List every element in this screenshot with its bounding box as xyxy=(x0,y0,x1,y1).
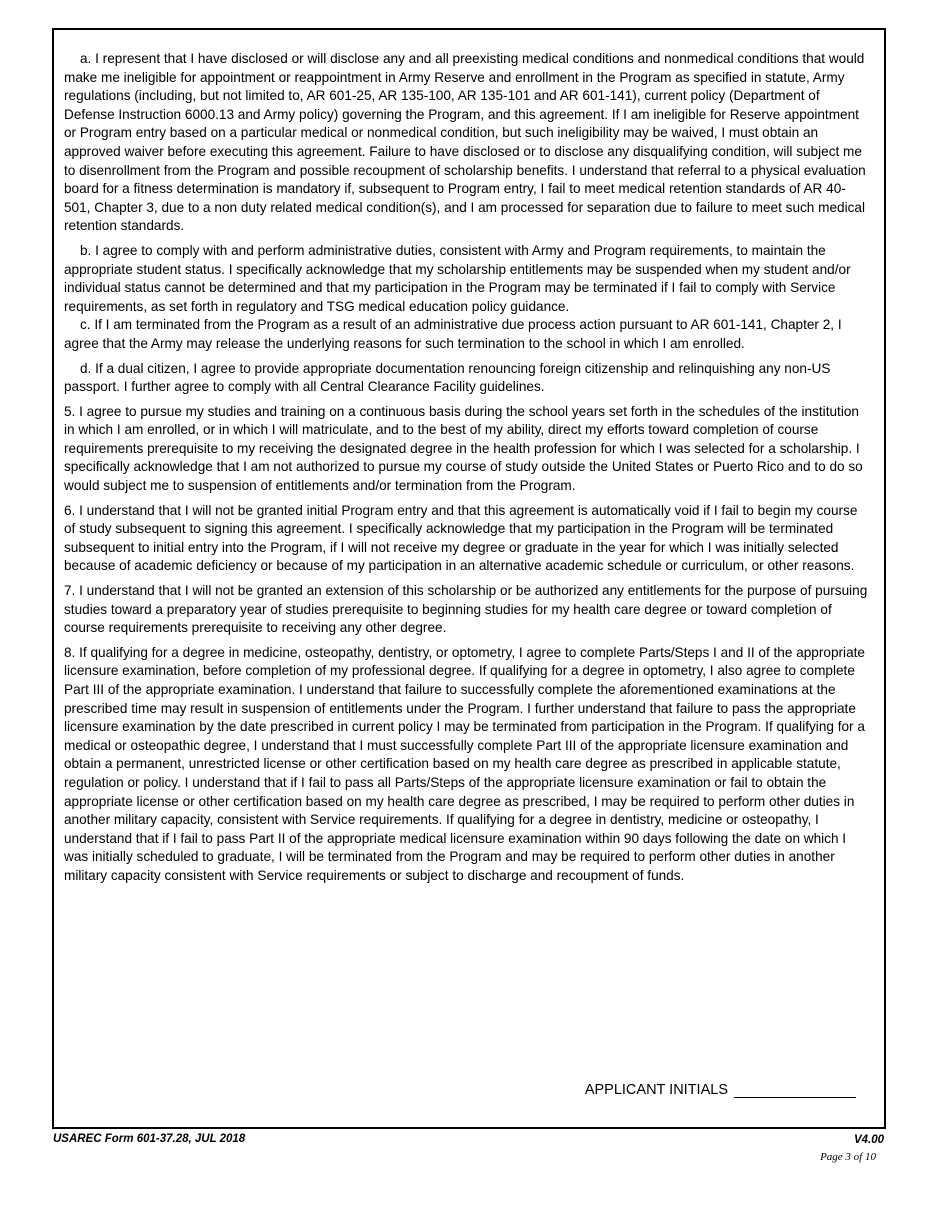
paragraph-4d: d. If a dual citizen, I agree to provide appropriate documentation renouncing foreign citizenship and relinquishing any non-US passport. I further agree to comply with all Central Clearance Facility guidelines. xyxy=(64,360,831,395)
paragraph-5: 5. I agree to pursue my studies and training on a continuous basis during the school years set forth in the schedules of the institution in which I am enrolled, or in which I will matriculate, and to the best of my ability, direct my efforts toward completion of course requirements prerequisite to my receiving the designated degree in the health profession for which I was selected for a scholarship. I specifically acknowledge that I am not authorized to pursue my course of study outside the United States or Puerto Rico and to do so would subject me to suspension of entitlements and/or termination from the Program. xyxy=(64,403,863,494)
applicant-initials-field[interactable] xyxy=(734,1083,856,1098)
paragraph-7: 7. I understand that I will not be granted an extension of this scholarship or be authorized any entitlements for the purpose of pursuing studies toward a preparatory year of studies prerequisite to beginning studies for my health care degree or toward completion of course requirements prerequisite to receiving any other degree. xyxy=(64,583,868,636)
paragraph-8: 8. If qualifying for a degree in medicine, osteopathy, dentistry, or optometry, I agree to complete Parts/Steps I and II of the appropriate licensure examination, before completion of my professional degree. If qualifying for a degree in optometry, I also agree to complete Part III of the appropriate examination. I understand that failure to successfully complete the aforementioned examinations at the prescribed time may result in suspension of entitlements under the Program. I further understand that failure to pass the appropriate licensure examination by the date prescribed in current policy I may be terminated from participation in the Program. If qualifying for a medical or osteopathic degree, I understand that I must successfully complete Part III of the appropriate licensure examination and obtain a permanent, unrestricted license or other certification based on my health care degree as prescribed in applicable statute, regulation or policy. I understand that if I fail to pass all Parts/Steps of the appropriate licensure examination or fail to obtain the appropriate license or other certification based on my health care degree as prescribed, I may be required to perform other duties in another military capacity, consistent with Service requirements. If qualifying for a degree in dentistry, medicine or osteopathy, I understand that if I fail to pass Part II of the appropriate medical licensure examination within 90 days following the date on which I was initially scheduled to graduate, I will be terminated from the Program and may be required to perform other duties in another military capacity consistent with Service requirements or subject to discharge and recoupment of funds. xyxy=(64,644,865,883)
paragraph-4c: c. If I am terminated from the Program as a result of an administrative due process action pursuant to AR 601-141, Chapter 2, I agree that the Army may release the underlying reasons for such termination to the school in which I am enrolled. xyxy=(64,317,842,351)
applicant-initials-label: APPLICANT INITIALS xyxy=(584,1082,728,1098)
paragraph-4a: a. I represent that I have disclosed or will disclose any and all preexisting medical conditions and nonmedical conditions that would make me ineligible for appointment or reappointment in Army Reserve and enrollment in the Program as specified in statute, Army regulations (including, but not limited to, AR 601-25, AR 135-100, AR 135-101 and AR 601-141), current policy (Department of Defense Instruction 6000.13 and Army policy) governing the Program, and this agreement. If I am ineligible for Reserve appointment or Program entry based on a particular medical or nonmedical condition, but such ineligibility may be waived, I must obtain an approved waiver before executing this agreement. Failure to have disclosed or to disclose any disqualifying condition, will subject me to disenrollment from the Program and possible recoupment of scholarship benefits. I understand that referral to a physical evaluation board for a fitness determination is mandatory if, subsequent to Program entry, I fail to meet medical retention standards of AR 40-501, Chapter 3, due to a non duty related medical condition(s), and I am processed for separation due to failure to meet such medical retention standards. xyxy=(64,51,866,234)
page-number: Page 3 of 10 xyxy=(820,1151,876,1163)
agreement-text xyxy=(64,50,872,892)
form-version: V4.00 xyxy=(853,1134,884,1146)
paragraph-4b: b. I agree to comply with and perform administrative duties, consistent with Army and Program requirements, to maintain the appropriate student status. I specifically acknowledge that my scholarship entitlements may be suspended when my student and/or individual status cannot be determined and that my participation in the Program may be terminated if I fail to comply with Service requirements, as set forth in regulatory and TSG medical education policy guidance. xyxy=(64,242,851,314)
form-id: USAREC Form 601-37.28, JUL 2018 xyxy=(53,1133,246,1145)
applicant-initials xyxy=(585,1082,856,1098)
paragraph-6: 6. I understand that I will not be granted initial Program entry and that this agreement is automatically void if I fail to begin my course of study subsequent to signing this agreement. I specifically acknowledge that my participation in the Program will be terminated subsequent to initial entry into the Program, if I will not receive my degree or graduate in the year for which I was initially selected because of academic deficiency or because of my participation in an alternative academic schedule or curriculum, or other reasons. xyxy=(64,502,858,574)
form-frame xyxy=(52,28,886,1129)
